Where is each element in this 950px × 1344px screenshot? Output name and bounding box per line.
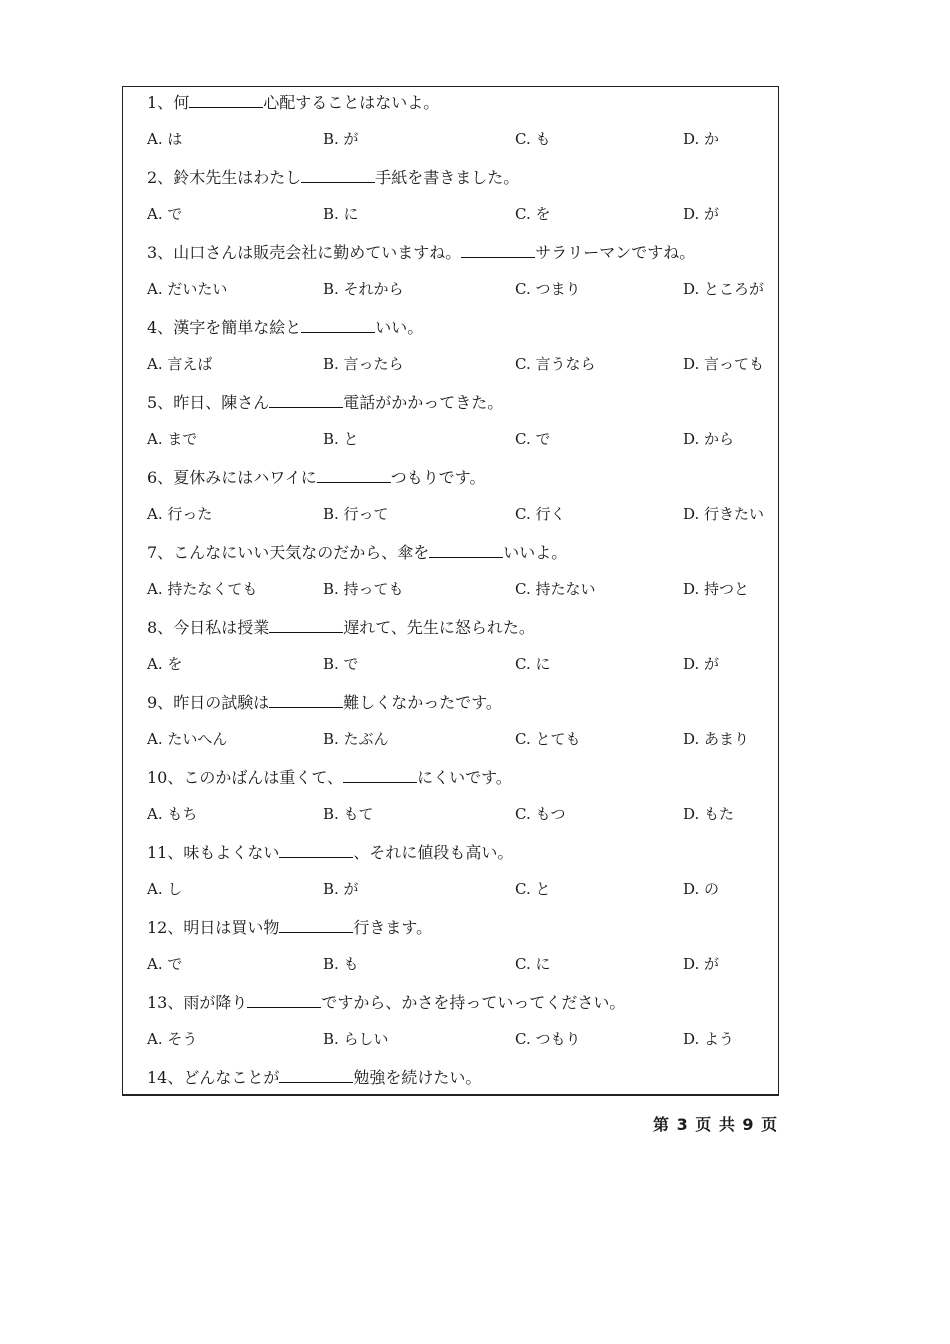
option-b: B. と [323,430,359,448]
page-number: 第 3 页 共 9 页 [653,1115,779,1134]
question-stem-after: 難しくなかったです。 [343,693,502,712]
question-stem-after: 電話がかかってきた。 [343,393,504,412]
question-stem-before: 今日私は授業 [173,618,270,637]
answer-blank [189,93,263,108]
answer-blank [301,318,375,333]
answer-blank [279,1068,353,1083]
option-a: A. もち [147,805,198,823]
question-text [147,318,423,338]
option-b: B. らしい [323,1030,389,1048]
answer-blank [269,693,343,708]
question-stem-before: 何 [173,93,190,112]
answer-blank [343,768,417,783]
option-d: D. 言っても [683,355,765,373]
option-c: C. 持たない [515,580,596,598]
question-stem-after: 遅れて、先生に怒られた。 [343,618,535,637]
question-stem-after: サラリーマンですね。 [535,243,696,262]
question-stem-after: いいよ。 [503,543,568,562]
option-a: A. は [147,130,183,148]
option-d: D. 行きたい [683,505,765,523]
question-stem-after: 、それに値段も高い。 [353,843,514,862]
option-d: D. が [683,655,720,673]
question-stem-before: 雨が降り [183,993,248,1012]
question-stem-after: 勉強を続けたい。 [353,1068,482,1087]
question-number: 3、 [147,243,174,262]
question-stem-after: 心配することはないよ。 [263,93,440,112]
option-d: D. よう [683,1030,735,1048]
question-number: 12、 [147,918,184,937]
option-c: C. 言うなら [515,355,596,373]
answer-blank [279,843,353,858]
option-a: A. し [147,880,183,898]
option-b: B. に [323,205,359,223]
option-b: B. それから [323,280,404,298]
option-a: A. たいへん [147,730,228,748]
option-b: B. 言ったら [323,355,404,373]
option-c: C. 行く [515,505,566,523]
question-number: 4、 [147,318,174,337]
option-d: D. が [683,955,720,973]
question-stem-before: 漢字を簡単な絵と [173,318,302,337]
question-stem-before: こんなにいい天気なのだから、傘を [173,543,430,562]
question-number: 9、 [147,693,174,712]
question-text [147,93,439,113]
answer-blank [301,168,375,183]
question-stem-before: 鈴木先生はわたし [173,168,302,187]
option-a: A. だいたい [147,280,228,298]
question-number: 10、 [147,768,184,787]
question-stem-before: 山口さんは販売会社に勤めていますね。 [173,243,462,262]
question-stem-before: このかばんは重くて、 [183,768,344,787]
answer-blank [247,993,321,1008]
option-c: C. を [515,205,551,223]
option-a: A. を [147,655,183,673]
option-d: D. 持つと [683,580,750,598]
question-text [147,768,512,788]
option-d: D. か [683,130,720,148]
question-frame [122,86,779,1096]
question-text [147,1068,481,1088]
option-d: D. もた [683,805,735,823]
option-c: C. つまり [515,280,581,298]
question-text [147,918,432,938]
option-b: B. で [323,655,359,673]
question-text [147,468,485,488]
answer-blank [429,543,503,558]
option-d: D. ところが [683,280,765,298]
option-c: C. も [515,130,551,148]
question-text [147,618,535,638]
question-stem-after: にくいです。 [417,768,512,787]
question-stem-after: 手紙を書きました。 [375,168,520,187]
question-text [147,843,513,863]
option-c: C. つもり [515,1030,581,1048]
option-c: C. と [515,880,551,898]
question-number: 11、 [147,843,184,862]
option-a: A. そう [147,1030,198,1048]
option-c: C. に [515,655,551,673]
option-a: A. で [147,205,183,223]
option-c: C. もつ [515,805,566,823]
answer-blank [269,393,343,408]
question-number: 14、 [147,1068,184,1087]
option-c: C. で [515,430,551,448]
question-number: 1、 [147,93,174,112]
option-b: B. が [323,880,359,898]
question-text [147,168,519,188]
option-a: A. で [147,955,183,973]
question-text [147,243,695,263]
question-number: 8、 [147,618,174,637]
option-d: D. から [683,430,735,448]
option-b: B. も [323,955,359,973]
question-number: 5、 [147,393,174,412]
question-stem-before: 昨日の試験は [173,693,270,712]
option-d: D. あまり [683,730,750,748]
question-stem-after: 行きます。 [353,918,433,937]
answer-blank [317,468,391,483]
question-stem-after: つもりです。 [390,468,486,487]
option-b: B. もて [323,805,374,823]
option-a: A. まで [147,430,198,448]
option-c: C. とても [515,730,581,748]
question-stem-before: どんなことが [183,1068,280,1087]
option-d: D. の [683,880,720,898]
option-a: A. 行った [147,505,213,523]
option-b: B. 持っても [323,580,404,598]
question-text [147,993,625,1013]
question-number: 6、 [147,468,174,487]
question-number: 13、 [147,993,184,1012]
question-stem-after: ですから、かさを持っていってください。 [321,993,626,1012]
option-d: D. が [683,205,720,223]
answer-blank [279,918,353,933]
question-text [147,543,567,563]
question-stem-before: 味もよくない [183,843,280,862]
answer-blank [269,618,343,633]
answer-blank [461,243,535,258]
option-b: B. 行って [323,505,389,523]
question-number: 7、 [147,543,174,562]
question-number: 2、 [147,168,174,187]
question-stem-before: 昨日、陳さん [173,393,270,412]
question-text [147,393,503,413]
option-b: B. たぶん [323,730,389,748]
option-c: C. に [515,955,551,973]
option-b: B. が [323,130,359,148]
question-stem-before: 明日は買い物 [183,918,280,937]
option-a: A. 持たなくても [147,580,258,598]
question-stem-before: 夏休みにはハワイに [173,468,317,487]
option-a: A. 言えば [147,355,213,373]
question-stem-after: いい。 [375,318,424,337]
question-text [147,693,502,713]
